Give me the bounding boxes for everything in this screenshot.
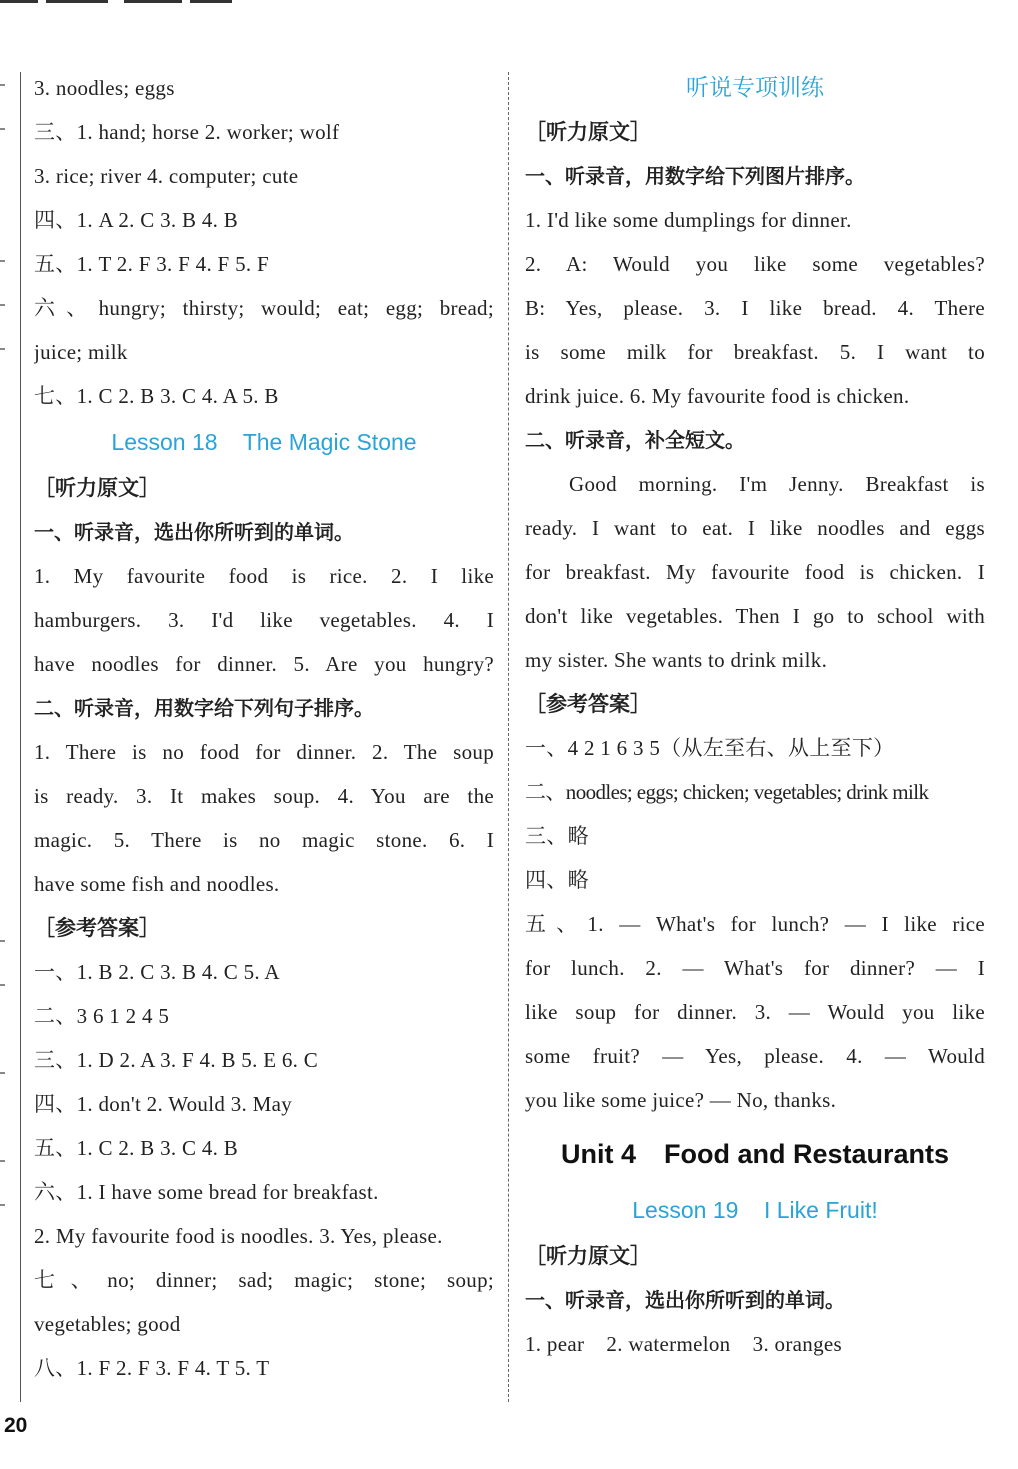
answer-line: for lunch. 2. — What's for dinner? — I [525, 956, 985, 980]
answer-line: 一、1. B 2. C 3. B 4. C 5. A [34, 960, 280, 984]
script-line: 1. There is no food for dinner. 2. The soup [34, 740, 494, 764]
script-line: drink juice. 6. My favourite food is chicken. [525, 384, 910, 408]
script-line: 2. A: Would you like some vegetables? [525, 252, 985, 276]
script-line: magic. 5. There is no magic stone. 6. I [34, 828, 494, 852]
top-edge-bars [0, 0, 240, 4]
unit-number: Unit 4 [560, 1139, 636, 1169]
answer-line: vegetables; good [34, 1312, 181, 1336]
script-line: hamburgers. 3. I'd like vegetables. 4. I [34, 608, 494, 632]
reference-answer-tag: ［参考答案］ [34, 916, 160, 940]
script-line: 1. My favourite food is rice. 2. I like [34, 564, 494, 588]
answer-line: some fruit? — Yes, please. 4. — Would [525, 1044, 985, 1068]
answer-line: 2. My favourite food is noodles. 3. Yes, please. [34, 1224, 443, 1248]
answer-line: 一、4 2 1 6 3 5（从左至右、从上至下） [525, 736, 895, 760]
unit-4-title [525, 1122, 985, 1186]
lesson-18-heading: Lesson 18 The Magic Stone [111, 429, 417, 455]
script-line: 1. I'd like some dumplings for dinner. [525, 208, 852, 232]
answer-line: 八、1. F 2. F 3. F 4. T 5. T [34, 1356, 270, 1380]
answer-line: 3. rice; river 4. computer; cute [34, 164, 299, 188]
answer-line: juice; milk [34, 340, 128, 364]
listening-script-tag: ［听力原文］ [525, 1244, 651, 1268]
passage-line: don't like vegetables. Then I go to school with [525, 604, 985, 628]
answer-line: 七、1. C 2. B 3. C 4. A 5. B [34, 384, 279, 408]
passage-line: my sister. She wants to drink milk. [525, 648, 828, 672]
script-line: 1. pear 2. watermelon 3. oranges [525, 1332, 842, 1356]
script-line: have noodles for dinner. 5. Are you hungry? [34, 652, 494, 676]
script-line: B: Yes, please. 3. I like bread. 4. There [525, 296, 985, 320]
listening-speaking-heading: 听说专项训练 [686, 75, 824, 101]
answer-line: like soup for dinner. 3. — Would you like [525, 1000, 985, 1024]
left-margin-rule [20, 72, 21, 1402]
answer-line: 七、no; dinner; sad; magic; stone; soup; [34, 1268, 494, 1292]
script-line: is some milk for breakfast. 5. I want to [525, 340, 985, 364]
listening-script-tag: ［听力原文］ [525, 120, 651, 144]
answer-line: 六、hungry; thirsty; would; eat; egg; bread; [34, 296, 494, 320]
answer-line: 三、略 [525, 824, 589, 848]
unit-name: Food and Restaurants [663, 1139, 950, 1169]
answer-line: 四、1. don't 2. Would 3. May [34, 1092, 293, 1116]
left-column [34, 66, 494, 1390]
answer-line: 五、1. C 2. B 3. C 4. B [34, 1136, 239, 1160]
passage-line: ready. I want to eat. I like noodles and eggs [525, 516, 985, 540]
binding-edge-marks [0, 70, 8, 1370]
answer-line: 四、略 [525, 868, 589, 892]
answer-line: 二、3 6 1 2 4 5 [34, 1004, 170, 1028]
reference-answer-tag: ［参考答案］ [525, 692, 651, 716]
page-number: 20 [4, 1414, 28, 1437]
answer-line: 五、1. T 2. F 3. F 4. F 5. F [34, 252, 269, 276]
passage-line: Good morning. I'm Jenny. Breakfast is [569, 472, 985, 496]
script-line: is ready. 3. It makes soup. 4. You are the [34, 784, 494, 808]
answer-line: 二、noodles; eggs; chicken; vegetables; drink milk [525, 780, 929, 804]
answer-line: 四、1. A 2. C 3. B 4. B [34, 208, 239, 232]
right-column [525, 66, 985, 1366]
passage-line: for breakfast. My favourite food is chicken. I [525, 560, 985, 584]
answer-line: 五、1. — What's for lunch? — I like rice [525, 912, 985, 936]
answer-line: you like some juice? — No, thanks. [525, 1088, 837, 1112]
listening-instruction: 一、听录音，选出你所听到的单词。 [34, 520, 354, 544]
answer-line: 三、1. hand; horse 2. worker; wolf [34, 120, 340, 144]
listening-instruction: 二、听录音，补全短文。 [525, 428, 745, 452]
lesson-19-heading: Lesson 19 I Like Fruit! [632, 1197, 878, 1223]
column-divider [508, 72, 509, 1402]
answer-line: 六、1. I have some bread for breakfast. [34, 1180, 379, 1204]
script-line: have some fish and noodles. [34, 872, 280, 896]
answer-line: 3. noodles; eggs [34, 76, 175, 100]
answer-line: 三、1. D 2. A 3. F 4. B 5. E 6. C [34, 1048, 319, 1072]
listening-script-tag: ［听力原文］ [34, 476, 160, 500]
listening-instruction: 一、听录音，用数字给下列图片排序。 [525, 164, 865, 188]
listening-instruction: 一、听录音，选出你所听到的单词。 [525, 1288, 845, 1312]
listening-instruction: 二、听录音，用数字给下列句子排序。 [34, 696, 374, 720]
